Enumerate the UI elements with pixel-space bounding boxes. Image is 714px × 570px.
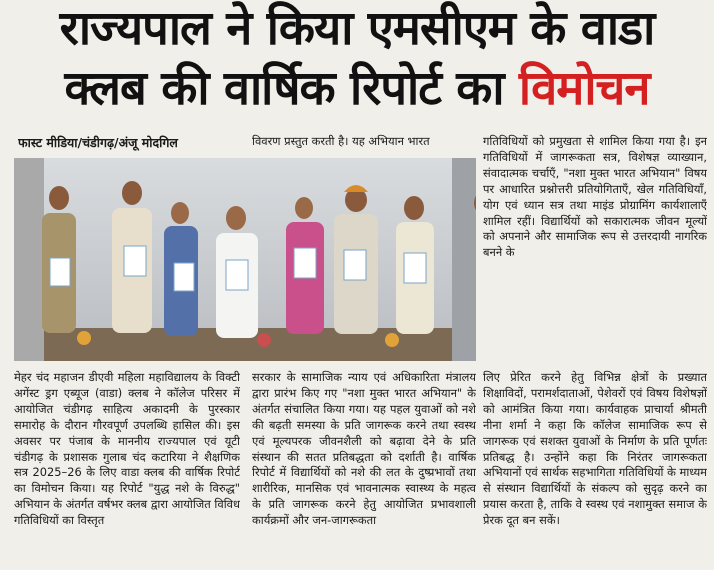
- byline: फास्ट मीडिया/चंडीगढ़/अंजू मोदगिल: [18, 135, 178, 150]
- article-column-right-top: [483, 134, 707, 356]
- headline-line-1: राज्यपाल ने किया एमसीएम के वाडा: [59, 1, 655, 56]
- article-paragraph: विवरण प्रस्तुत करती है। यह अभियान भारत: [252, 134, 430, 148]
- article-column-mid-top: [252, 134, 477, 154]
- group-photo-drawing: [14, 158, 476, 361]
- article-paragraph: लिए प्रेरित करने हेतु विभिन्न क्षेत्रों के प्रख्यात शिक्षाविदों, परामर्शदाताओं, पेशेवरों एवं विषय विशेषज्ञों को आमंत्रित किया गया। कार्यवाहक प्राचार्या श्रीमती नीना शर्मा ने कहा कि कॉलेज सामाजिक रूप से जागरूक एवं सशक्त युवाओं के निर्माण के प्रति पूर्णतः प्रतिबद्ध है। उन्होंने कहा कि निरंतर जागरूकता अभियानों एवं सार्थक सहभागिता गतिविधियों के माध्यम से संस्थान विद्यार्थियों के संकल्प को सुदृढ़ करने का प्रयास करता है, ताकि वे स्वस्थ एवं नशामुक्त समाज के प्रेरक दूत बन सकें।: [483, 370, 707, 528]
- article-paragraph: सरकार के सामाजिक न्याय एवं अधिकारिता मंत्रालय द्वारा प्रारंभ किए गए "नशा मुक्त भारत अभियान" के अंतर्गत संचालित किया गया। यह पहल युवाओं को नशे की बढ़ती समस्या के प्रति जागरूक करने तथा स्वस्थ एवं मूल्यपरक जीवनशैली को बढ़ावा देने के प्रति संस्थान की सतत प्रतिबद्धता को दर्शाती है। वार्षिक रिपोर्ट में विद्यार्थियों को नशे की लत के दुष्प्रभावों तथा शारीरिक, मानसिक एवं भावनात्मक स्वास्थ्य के महत्व के प्रति जागरूक करने हेतु आयोजित प्रभावशाली कार्यक्रमों और जन-जागरूकता: [252, 370, 476, 528]
- headline-line-2: [0, 60, 714, 118]
- headline-highlight-word: विमोचन: [518, 61, 650, 116]
- group-photo-image: [14, 158, 476, 361]
- headline: [0, 0, 714, 128]
- article-paragraph: मेहर चंद महाजन डीएवी महिला महाविद्यालय के विक्टी अगेंस्ट ड्रग एब्यूज (वाडा) क्लब ने कॉलेज परिसर में आयोजित चंडीगढ़ साहित्य अकादमी के पुरस्कार समारोह के दौरान गौरवपूर्ण उपलब्धि हासिल की। इस अवसर पर पंजाब के माननीय राज्यपाल एवं यूटी चंडीगढ़ के प्रशासक गुलाब चंद कटारिया ने शैक्षणिक सत्र 2025–26 के लिए वाडा क्लब की वार्षिक रिपोर्ट का विमोचन किया। यह रिपोर्ट "युद्ध नशे के विरुद्ध" अभियान के अंतर्गत वर्षभर क्लब द्वारा आयोजित विविध गतिविधियों का विस्तृत: [14, 370, 240, 528]
- article-column-left: [14, 370, 240, 566]
- article-paragraph: गतिविधियों को प्रमुखता से शामिल किया गया है। इन गतिविधियों में जागरूकता सत्र, विशेषज्ञ व्याख्यान, संवादात्मक चर्चाएँ, "नशा मुक्त भारत अभियान" विषय पर आधारित प्रश्नोत्तरी प्रतियोगिताएँ, खेल गतिविधियाँ, योग एवं ध्यान सत्र तथा माइंड प्रोग्रामिंग कार्यशालाएँ शामिल रहीं। विद्यार्थियों को सकारात्मक जीवन मूल्यों को अपनाने और सामाजिक रूप से उत्तरदायी नागरिक बनने के: [483, 134, 707, 260]
- article-column-right-bottom: [483, 370, 707, 566]
- article-column-mid: [252, 370, 476, 566]
- headline-line-2-prefix: क्लब की वार्षिक रिपोर्ट का: [64, 61, 519, 116]
